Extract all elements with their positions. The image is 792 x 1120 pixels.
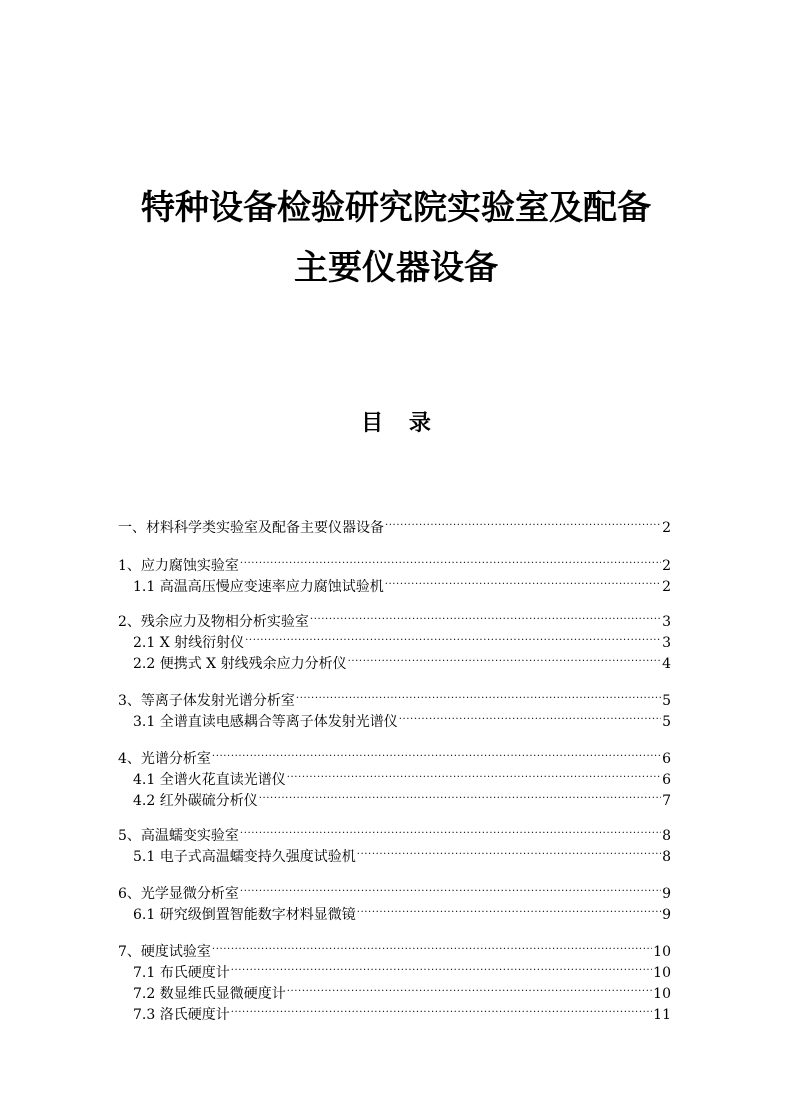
toc-entry-label: 4、光谱分析室 [118, 751, 211, 767]
toc-entry-label: 7.2 数显维氏显微硬度计 [133, 986, 286, 1002]
toc-entry[interactable] [118, 743, 671, 767]
toc-entry-label: 3、等离子体发射光谱分析室 [118, 693, 295, 709]
toc-entry-page: 11 [653, 1007, 671, 1023]
toc-leader-dots [240, 820, 661, 840]
toc-leader-dots [287, 978, 652, 998]
toc-leader-dots [212, 936, 652, 956]
toc-entry-page: 3 [662, 614, 671, 630]
toc-entry-label: 4.1 全谱火花直读光谱仪 [133, 772, 286, 788]
toc-leader-dots [357, 841, 661, 861]
toc-entry[interactable] [118, 606, 671, 630]
toc-entry-label: 2.1 X 射线衍射仪 [133, 635, 245, 651]
toc-entry-page: 5 [662, 714, 671, 730]
toc-entry[interactable] [133, 978, 671, 1002]
toc-entry-page: 5 [662, 693, 671, 709]
toc-leader-dots [287, 764, 661, 784]
toc-entry-page: 3 [662, 635, 671, 651]
toc-leader-dots [385, 571, 661, 591]
toc-entry-label: 7.1 布氏硬度计 [133, 965, 230, 981]
toc-entry[interactable] [118, 878, 671, 902]
toc-entry[interactable] [133, 571, 671, 595]
toc-entry[interactable] [118, 550, 671, 574]
toc-entry-page: 4 [662, 656, 671, 672]
toc-leader-dots [385, 512, 661, 532]
toc-entry[interactable] [133, 706, 671, 730]
toc-entry[interactable] [118, 820, 671, 844]
toc-entry-label: 3.1 全谱直读电感耦合等离子体发射光谱仪 [133, 714, 398, 730]
toc-entry-label: 1.1 高温高压慢应变速率应力腐蚀试验机 [133, 579, 384, 595]
toc-leader-dots [245, 627, 661, 647]
toc-entry-label: 7.3 洛氏硬度计 [133, 1007, 230, 1023]
toc-entry-label: 5.1 电子式高温蠕变持久强度试验机 [133, 849, 356, 865]
toc-entry[interactable] [133, 957, 671, 981]
toc-entry-page: 10 [653, 944, 671, 960]
toc-leader-dots [240, 878, 661, 898]
toc-entry-label: 一、材料科学类实验室及配备主要仪器设备 [118, 520, 384, 536]
toc-entry[interactable] [133, 785, 671, 809]
toc-entry-label: 2、残余应力及物相分析实验室 [118, 614, 309, 630]
toc-entry[interactable] [133, 899, 671, 923]
toc-entry-label: 7、硬度试验室 [118, 944, 211, 960]
toc-entry[interactable] [118, 685, 671, 709]
toc-entry-page: 2 [662, 558, 671, 574]
toc-leader-dots [231, 999, 652, 1019]
toc-entry-page: 8 [662, 849, 671, 865]
toc-entry[interactable] [133, 764, 671, 788]
toc-entry-label: 5、高温蠕变实验室 [118, 828, 239, 844]
toc-entry-page: 10 [653, 965, 671, 981]
toc-entry[interactable] [133, 999, 671, 1023]
toc-leader-dots [348, 648, 661, 668]
toc-entry-page: 7 [662, 793, 671, 809]
toc-entry-label: 6、光学显微分析室 [118, 886, 239, 902]
toc-entry-label: 1、应力腐蚀实验室 [118, 558, 239, 574]
toc-leader-dots [399, 706, 661, 726]
toc-entry-page: 10 [653, 986, 671, 1002]
toc-entry-label: 6.1 研究级倒置智能数字材料显微镜 [133, 907, 356, 923]
toc-leader-dots [231, 957, 652, 977]
document-title-line-1: 特种设备检验研究院实验室及配备 [141, 188, 651, 228]
toc-entry-page: 9 [662, 886, 671, 902]
toc-entry-page: 6 [662, 772, 671, 788]
toc-leader-dots [296, 685, 661, 705]
toc-leader-dots [259, 785, 661, 805]
toc-heading: 目 录 [361, 411, 431, 436]
toc-entry-page: 8 [662, 828, 671, 844]
toc-entry-label: 4.2 红外碳硫分析仪 [133, 793, 258, 809]
toc-entry-page: 2 [662, 520, 671, 536]
toc-leader-dots [240, 550, 661, 570]
toc-entry-page: 2 [662, 579, 671, 595]
toc-leader-dots [357, 899, 661, 919]
toc-entry-page: 9 [662, 907, 671, 923]
toc-entry[interactable] [118, 936, 671, 960]
toc-leader-dots [212, 743, 661, 763]
toc-entry-label: 2.2 便携式 X 射线残余应力分析仪 [133, 656, 347, 672]
document-title-line-2: 主要仪器设备 [294, 248, 498, 288]
toc-entry[interactable] [133, 627, 671, 651]
toc-entry[interactable] [133, 648, 671, 672]
toc-leader-dots [310, 606, 661, 626]
toc-entry-page: 6 [662, 751, 671, 767]
toc-entry[interactable] [118, 512, 671, 536]
toc-entry[interactable] [133, 841, 671, 865]
